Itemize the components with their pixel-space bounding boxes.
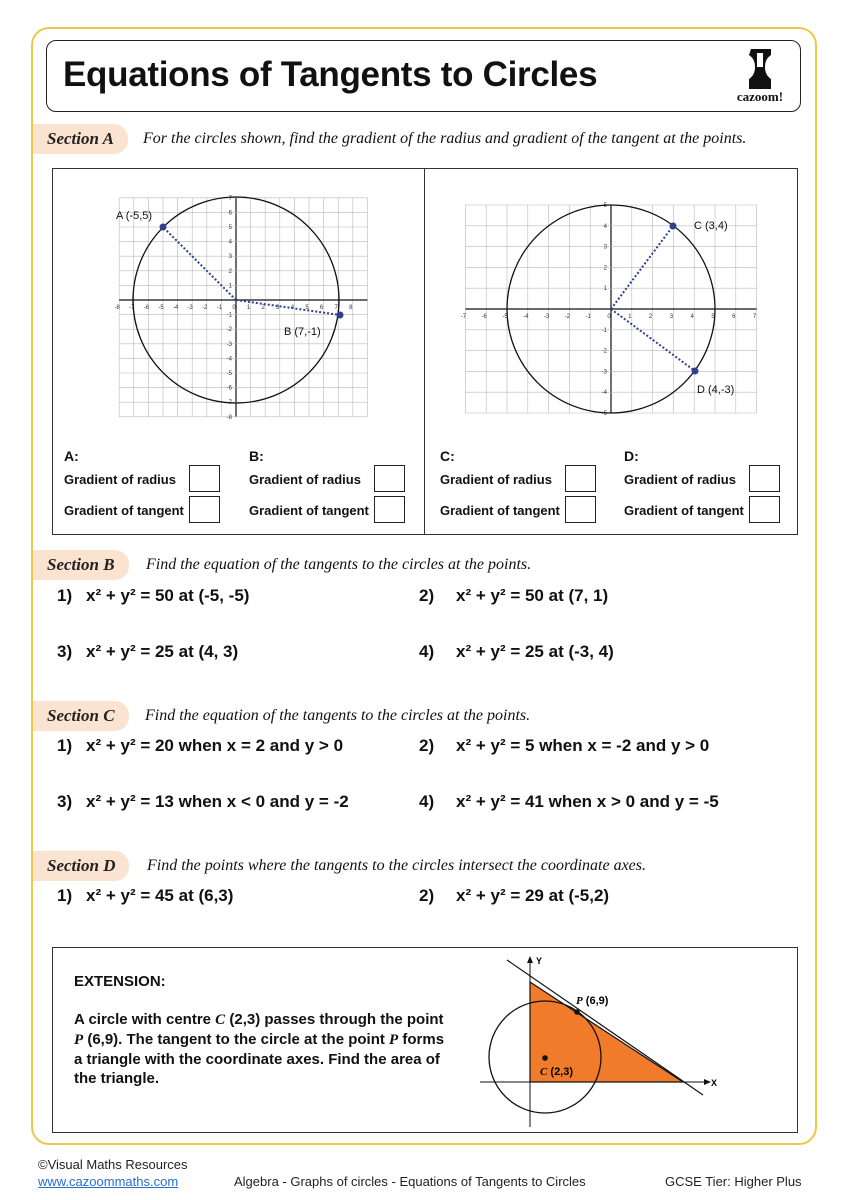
section-b-q4-expression: x² + y² = 25 at (-3, 4): [456, 642, 614, 661]
extension-body-part: A circle with centre: [74, 1011, 216, 1028]
y-tick-label: 5: [603, 203, 607, 209]
question-b-letter: B:: [249, 448, 264, 464]
x-tick-label: -5: [502, 314, 508, 320]
y-tick-label: -4: [226, 356, 232, 363]
question-b-tangent-answer[interactable]: [374, 496, 405, 523]
y-tick-label: -5: [601, 411, 607, 417]
x-tick-label: -7: [129, 305, 135, 311]
page-title: Equations of Tangents to Circles: [63, 55, 598, 94]
y-axis-label: Y: [536, 956, 543, 966]
section-b-q2-expression: x² + y² = 50 at (7, 1): [456, 586, 609, 605]
x-tick-label: 6: [732, 314, 736, 320]
y-tick-label: 3: [603, 244, 607, 251]
footer-copyright: ©Visual Maths Resources: [38, 1157, 188, 1172]
y-tick-label: -1: [601, 327, 607, 334]
y-tick-label: 1: [228, 283, 232, 290]
question-b-radius-answer[interactable]: [374, 465, 405, 492]
y-tick-label: 3: [228, 254, 232, 261]
extension-body-part: forms a triangle with the coordinate axes. Find the area of the triangle.: [74, 1031, 445, 1087]
x-tick-label: -8: [114, 305, 120, 311]
extension-p-letter: P: [389, 1032, 399, 1048]
x-tick-label: -1: [585, 314, 591, 320]
section-b-q1-number: 1): [57, 586, 73, 605]
point-d: [692, 368, 699, 375]
y-tick-label: -3: [601, 369, 607, 376]
x-tick-label: 4: [690, 314, 694, 320]
x-tick-label: 3: [669, 314, 674, 320]
question-b-tangent-label: Gradient of tangent: [249, 503, 369, 518]
section-d-q1-expression: x² + y² = 45 at (6,3): [86, 886, 234, 905]
radius-line-a: [163, 227, 236, 300]
section-b-tag: Section B: [33, 550, 129, 580]
y-tick-label: 4: [603, 223, 607, 230]
y-tick-label: -2: [601, 348, 607, 355]
section-a-instruction: For the circles shown, find the gradient of the radius and gradient of the tangent at the points.: [143, 130, 747, 147]
point-a: [160, 224, 167, 231]
question-d-radius-label: Gradient of radius: [624, 472, 736, 487]
y-tick-label: 2: [603, 265, 607, 272]
left-grid: [119, 195, 367, 417]
x-tick-label: 2: [648, 314, 653, 320]
point-c-centre: [542, 1055, 548, 1061]
x-tick-label: -2: [202, 305, 208, 311]
left-circle-graph: [104, 183, 369, 433]
y-tick-label: -5: [226, 371, 232, 377]
right-circle-graph: [460, 184, 765, 424]
point-c-centre-label: [540, 1066, 573, 1078]
footer-topic: Algebra - Graphs of circles - Equations of Tangents to Circles: [234, 1174, 586, 1189]
x-tick-label: -5: [158, 305, 164, 311]
section-c-q3-number: 3): [57, 792, 73, 811]
x-tick-label: -7: [460, 314, 467, 320]
question-d-letter: D:: [624, 448, 639, 464]
y-tick-label: 7: [228, 195, 232, 202]
extension-p-letter: P: [74, 1032, 84, 1048]
radius-line-b: [236, 300, 340, 315]
section-c-instruction: Find the equation of the tangents to the circles at the points.: [145, 707, 531, 724]
left-tick-labels: [115, 196, 354, 421]
extension-diagram: [475, 952, 725, 1130]
radius-line-d: [611, 309, 695, 371]
point-c-centre-coords: (2,3): [547, 1066, 574, 1078]
point-p-letter: P: [576, 995, 583, 1007]
question-a-tangent-answer[interactable]: [189, 496, 220, 523]
x-tick-label: -6: [143, 305, 150, 311]
x-tick-label: 1: [246, 305, 251, 311]
y-tick-label: -3: [226, 341, 232, 348]
point-a-label: A (-5,5): [116, 210, 153, 222]
question-d-radius-answer[interactable]: [749, 465, 780, 492]
question-c-tangent-answer[interactable]: [565, 496, 596, 523]
point-d-label: D (4,-3): [697, 384, 735, 396]
cazoom-logo-text: cazoom!: [736, 89, 784, 104]
y-tick-label: -6: [226, 385, 232, 392]
section-c-q3-expression: x² + y² = 13 when x < 0 and y = -2: [86, 792, 349, 811]
section-c-q2-expression: x² + y² = 5 when x = -2 and y > 0: [456, 736, 710, 755]
x-tick-label: 1: [628, 314, 632, 320]
x-tick-label: 7: [752, 314, 757, 320]
point-c-centre-letter: C: [540, 1066, 548, 1078]
question-d-tangent-answer[interactable]: [749, 496, 780, 523]
point-p-coords: (6,9): [582, 995, 609, 1007]
section-b-q3-number: 3): [57, 642, 73, 661]
section-a-tag: Section A: [33, 124, 128, 154]
section-c-q1-expression: x² + y² = 20 when x = 2 and y > 0: [86, 736, 344, 755]
x-tick-label: 7: [334, 305, 338, 311]
point-c: [670, 223, 677, 230]
section-d-q1-number: 1): [57, 886, 73, 905]
y-tick-label: -2: [226, 327, 232, 334]
section-d-instruction: Find the points where the tangents to the circles intersect the coordinate axes.: [147, 857, 646, 874]
extension-body-part: (6,9). The tangent to the circle at the point: [83, 1031, 390, 1048]
x-tick-label: 5: [711, 314, 715, 320]
extension-title: EXTENSION:: [74, 973, 166, 990]
y-tick-label: 5: [228, 225, 232, 231]
cazoom-logo: [727, 47, 793, 107]
x-tick-label: 0: [232, 305, 236, 311]
section-d-q2-expression: x² + y² = 29 at (-5,2): [456, 886, 610, 905]
question-a-tangent-label: Gradient of tangent: [64, 503, 184, 518]
y-tick-label: -1: [226, 312, 232, 319]
point-c-label: C (3,4): [694, 220, 728, 232]
x-axis-label: X: [711, 1078, 718, 1088]
y-tick-label: 4: [228, 239, 232, 246]
y-tick-label: -8: [226, 414, 232, 421]
x-tick-label: -1: [216, 305, 223, 311]
cazoom-logo-icon: [727, 47, 793, 91]
section-c-q2-number: 2): [419, 736, 435, 755]
x-tick-label: 5: [305, 305, 309, 311]
point-b: [337, 312, 344, 319]
question-c-tangent-label: Gradient of tangent: [440, 503, 560, 518]
x-tick-label: -2: [564, 314, 571, 320]
question-c-radius-label: Gradient of radius: [440, 472, 552, 487]
x-tick-label: 6: [319, 305, 324, 311]
footer-website-link[interactable]: www.cazoommaths.com: [38, 1174, 179, 1189]
y-tick-label: -4: [601, 390, 607, 397]
section-d-tag: Section D: [33, 851, 129, 881]
question-b-radius-label: Gradient of radius: [249, 472, 361, 487]
x-tick-label: -4: [523, 314, 529, 320]
x-tick-label: 8: [349, 305, 353, 311]
x-axis-arrow-icon: [704, 1079, 711, 1085]
graph-panel-divider: [424, 168, 425, 535]
point-b-label: B (7,-1): [284, 326, 321, 338]
question-c-letter: C:: [440, 448, 455, 464]
y-axis-arrow-icon: [527, 956, 533, 963]
section-b-q3-expression: x² + y² = 25 at (4, 3): [86, 642, 239, 661]
y-tick-label: -7: [226, 400, 232, 407]
footer-tier: GCSE Tier: Higher Plus: [665, 1174, 802, 1189]
section-c-q1-number: 1): [57, 736, 73, 755]
extension-c-letter: C: [215, 1012, 226, 1028]
x-tick-label: -4: [172, 305, 179, 311]
section-b-instruction: Find the equation of the tangents to the circles at the points.: [146, 556, 532, 573]
question-c-radius-answer[interactable]: [565, 465, 596, 492]
y-tick-label: 1: [603, 286, 607, 293]
question-a-radius-label: Gradient of radius: [64, 472, 176, 487]
section-c-q4-number: 4): [419, 792, 435, 811]
point-p-label: [576, 995, 609, 1007]
x-tick-label: 0: [607, 314, 611, 320]
x-tick-label: 2: [261, 305, 265, 311]
extension-body-part: (2,3) passes through the point: [225, 1011, 444, 1028]
x-tick-label: -6: [481, 314, 487, 320]
x-tick-label: -3: [187, 305, 193, 311]
section-c-tag: Section C: [33, 701, 129, 731]
y-tick-label: 6: [228, 210, 232, 217]
section-c-q4-expression: x² + y² = 41 when x > 0 and y = -5: [456, 792, 719, 811]
question-a-letter: A:: [64, 448, 79, 464]
question-a-radius-answer[interactable]: [189, 465, 220, 492]
title-box: [46, 40, 801, 112]
x-tick-label: -3: [543, 314, 550, 320]
x-tick-label: 3: [276, 305, 280, 311]
section-b-q2-number: 2): [419, 586, 435, 605]
y-tick-label: 2: [228, 268, 232, 275]
section-d-q2-number: 2): [419, 886, 435, 905]
section-b-q1-expression: x² + y² = 50 at (-5, -5): [86, 586, 250, 605]
point-p: [574, 1009, 580, 1015]
question-d-tangent-label: Gradient of tangent: [624, 503, 744, 518]
extension-body: [74, 1010, 446, 1088]
section-b-q4-number: 4): [419, 642, 435, 661]
